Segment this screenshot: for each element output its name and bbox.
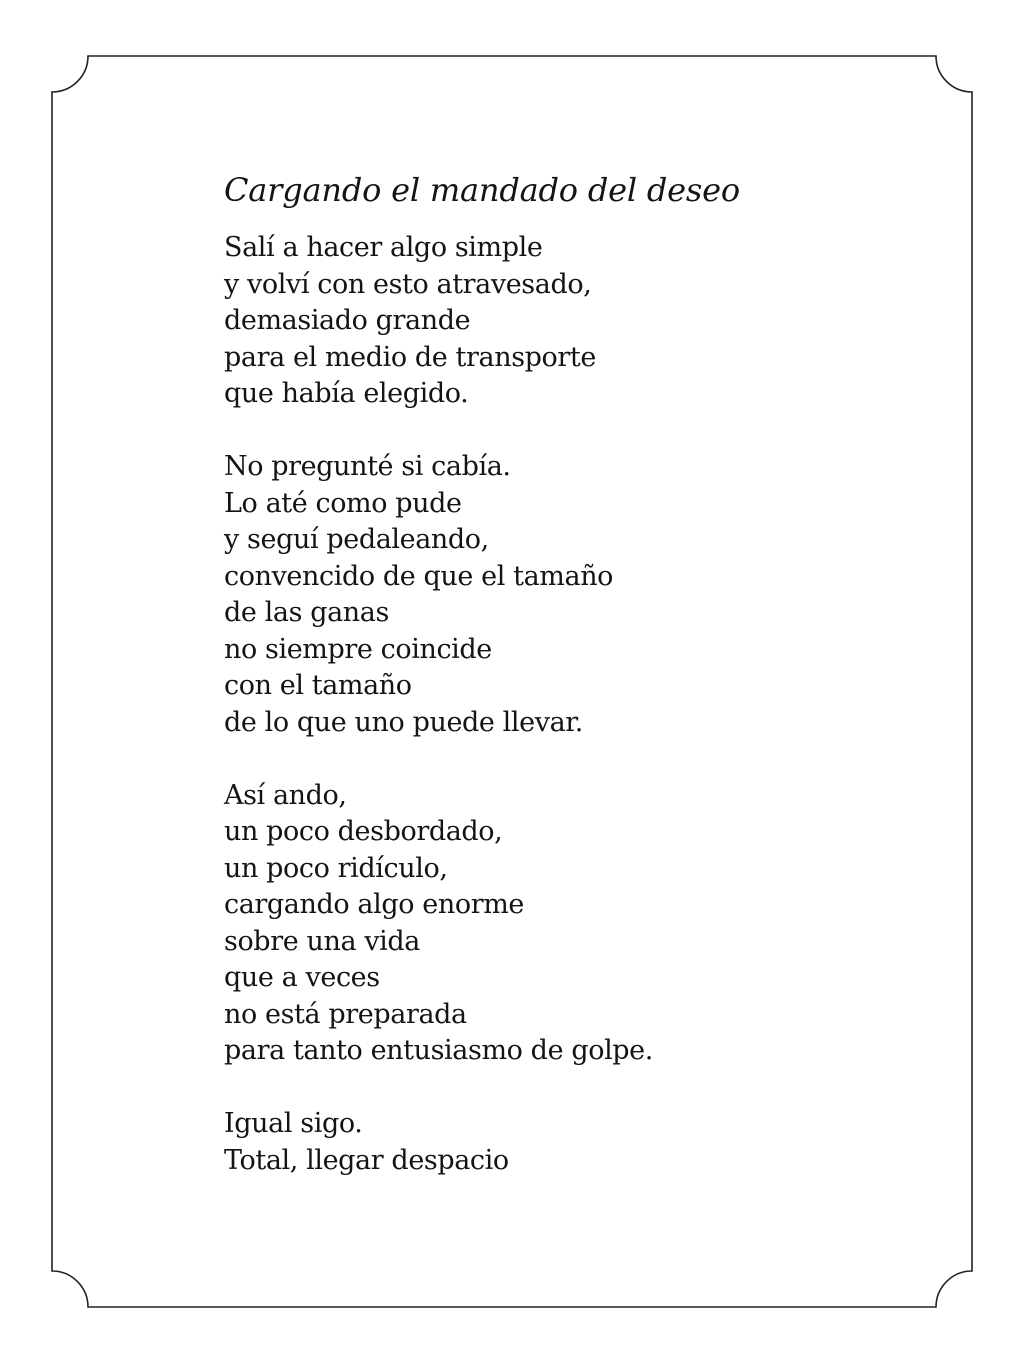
poem-line: no está preparada [224, 998, 467, 1030]
poem-line: un poco ridículo, [224, 852, 448, 884]
poem-line: No pregunté si cabía. [224, 451, 511, 482]
poem-line: de lo que uno puede llevar. [224, 706, 583, 738]
poem-title: Cargando el mandado del deseo [224, 171, 740, 209]
poem-line: convencido de que el tamaño [224, 560, 614, 592]
poem-line: sobre una vida [224, 925, 420, 957]
stanza-3 [224, 778, 964, 1070]
poem-line: Salí a hacer algo simple [224, 232, 543, 263]
poem-line: con el tamaño [224, 670, 412, 701]
poem [224, 170, 964, 1216]
stanza-1 [224, 230, 964, 413]
poem-line: Igual sigo. [224, 1108, 363, 1139]
poem-line: Así ando, [224, 779, 347, 811]
stanza-2 [224, 449, 964, 741]
poem-line: cargando algo enorme [224, 889, 524, 920]
poem-line: no siempre coincide [224, 633, 492, 665]
poem-line: demasiado grande [224, 305, 471, 336]
poem-line: para tanto entusiasmo de golpe. [224, 1035, 653, 1066]
poem-line: Lo até como pude [224, 487, 462, 519]
poem-line: y volví con esto atravesado, [224, 268, 592, 300]
poem-line: para el medio de transporte [224, 341, 596, 373]
poem-line: de las ganas [224, 597, 389, 628]
stanza-4 [224, 1106, 964, 1179]
poem-line: y seguí pedaleando, [224, 524, 489, 555]
poem-line: que a veces [224, 962, 380, 993]
poem-line: que había elegido. [224, 378, 469, 409]
poem-line: un poco desbordado, [224, 816, 503, 847]
poem-line: Total, llegar despacio [224, 1144, 509, 1176]
